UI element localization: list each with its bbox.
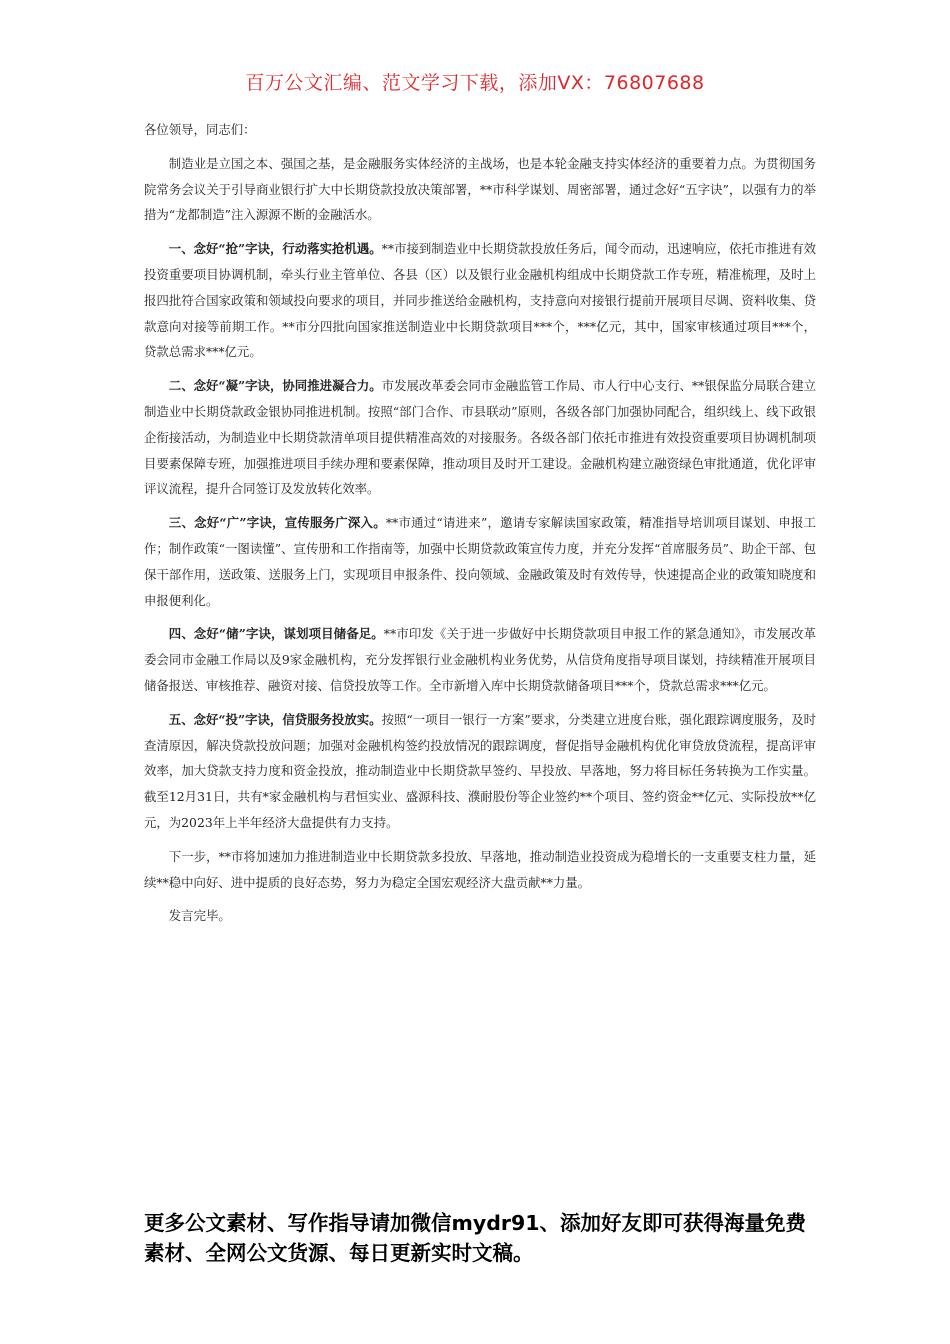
- header-banner: 百万公文汇编、范文学习下载，添加VX：76807688: [245, 72, 705, 94]
- closing-line: 发言完毕。: [168, 908, 231, 924]
- section-paragraph-5: [144, 707, 816, 836]
- greeting: 各位领导，同志们：: [144, 122, 256, 137]
- section-body-1: **市接到制造业中长期贷款投放任务后，闻令而动，迅速响应，依托市推进有效投资重要项目协调机制，牵头行业主管单位、各县（区）以及银行业金融机构组成中长期贷款工作专班，精准梳理，及时上报四批符合国家政策和领域投向要求的项目，并同步推送给金融机构，支持意向对接银行提前开展项目尽调、资料收集、贷款意向对接等前期工作。**市分四批向国家推送制造业中长期贷款项目***个，***亿元，其中，国家审核通过项目***个，贷款总需求***亿元。: [144, 241, 816, 360]
- section-body-3: **市通过“请进来”，邀请专家解读国家政策，精准指导培训项目谋划、申报工作；制作政策“一图读懂”、宣传册和工作指南等，加强中长期贷款政策宣传力度，并充分发挥“首席服务员”、助企干部、包保干部作用，送政策、送服务上门，实现项目申报条件、投向领域、金融政策及时有效传导，快速提高企业的政策知晓度和申报便利化。: [144, 515, 817, 608]
- section-paragraph-1: [144, 236, 816, 365]
- next-steps-paragraph: 下一步，**市将加速加力推进制造业中长期贷款多投放、早落地，推动制造业投资成为稳增长的一支重要支柱力量，延续**稳中向好、进中提质的良好态势，努力为稳定全国宏观经济大盘贡献**力量。: [144, 848, 816, 890]
- section-paragraph-2: [144, 373, 816, 502]
- section-heading-3: 三、念好“广”字诀，宣传服务广深入。: [168, 515, 386, 531]
- section-paragraph-3: [144, 510, 816, 613]
- section-heading-4: 四、念好“储”字诀，谋划项目储备足。: [168, 626, 384, 642]
- footer-promo-note: 更多公文素材、写作指导请加微信mydr91、添加好友即可获得海量免费素材、全网公文货源、每日更新实时文稿。: [144, 1211, 807, 1265]
- intro-paragraph: 制造业是立国之本、强国之基，是金融服务实体经济的主战场，也是本轮金融支持实体经济的重要着力点。为贯彻国务院常务会议关于引导商业银行扩大中长期贷款投放决策部署，**市科学谋划、周密部署，通过念好“五字诀”，以强有力的举措为“龙都制造”注入源源不断的金融活水。: [144, 155, 816, 223]
- document-body: [144, 117, 816, 937]
- section-body-2: 市发展改革委会同市金融监管工作局、市人行中心支行、**银保监分局联合建立制造业中长期贷款政金银协同推进机制。按照“部门合作、市县联动”原则，各级各部门加强协同配合，组织线上、线下政银企衔接活动，为制造业中长期贷款清单项目提供精准高效的对接服务。各级各部门依托市推进有效投资重要项目协调机制项目要素保障专班，加强推进项目手续办理和要素保障，推动项目及时开工建设。金融机构建立融资绿色审批通道，优化评审评议流程，提升合同签订及发放转化效率。: [144, 378, 816, 497]
- section-heading-1: 一、念好“抢”字诀，行动落实抢机遇。: [168, 241, 382, 257]
- section-body-5: 按照“一项目一银行一方案”要求，分类建立进度台账，强化跟踪调度服务，及时查清原因，解决贷款投放问题；加强对金融机构签约投放情况的跟踪调度，督促指导金融机构优化审贷放贷流程，提高评审效率，加大贷款支持力度和资金投放，推动制造业中长期贷款早签约、早投放、早落地，努力将目标任务转换为工作实量。截至12月31日，共有*家金融机构与君恒实业、盛源科技、濮耐股份等企业签约**个项目、签约资金**亿元、实际投放**亿元，为2023年上半年经济大盘提供有力支持。: [144, 711, 816, 830]
- section-heading-5: 五、念好“投”字诀，信贷服务投放实。: [168, 711, 382, 727]
- section-body-4: **市印发《关于进一步做好中长期贷款项目申报工作的紧急通知》，市发展改革委会同市金融工作局以及9家金融机构，充分发挥银行业金融机构业务优势，从信贷角度指导项目谋划，持续精准开展项目储备报送、审核推荐、融资对接、信贷投放等工作。全市新增入库中长期贷款储备项目***个，贷款总需求***亿元。: [144, 626, 816, 693]
- section-heading-2: 二、念好“凝”字诀，协同推进凝合力。: [168, 378, 382, 394]
- section-paragraph-4: [144, 621, 816, 698]
